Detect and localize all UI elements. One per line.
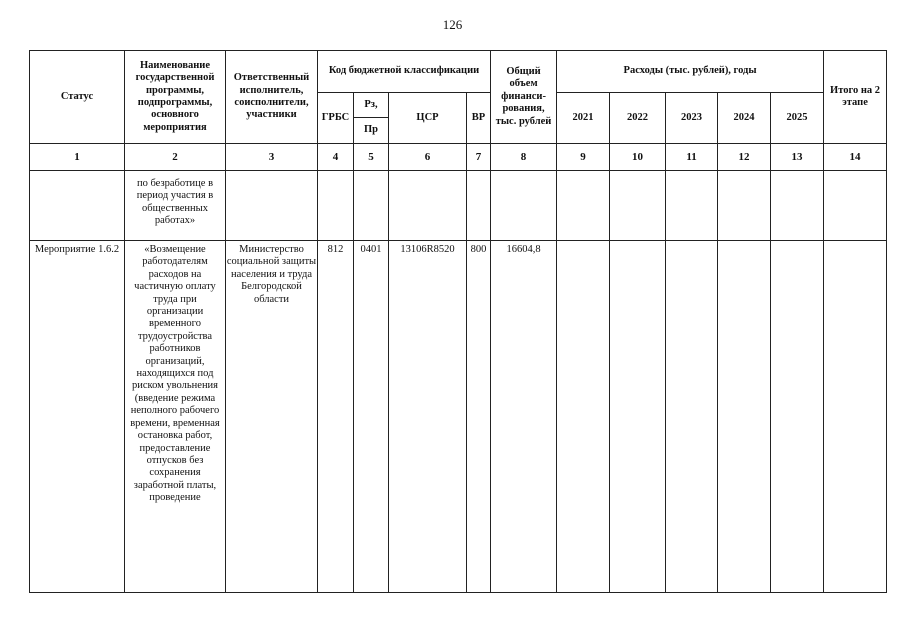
header-status: Статус <box>30 51 125 144</box>
row-rzpr: 0401 <box>354 241 389 593</box>
header-rz: Рз, <box>354 93 389 118</box>
row-csr <box>389 171 467 241</box>
row-responsible: Министерство социальной защиты населения и труда Белгородской области <box>226 241 318 593</box>
row-grbs: 812 <box>318 241 354 593</box>
column-number: 5 <box>354 144 389 171</box>
table-row <box>30 171 887 241</box>
column-number: 10 <box>610 144 666 171</box>
column-number: 6 <box>389 144 467 171</box>
column-number: 2 <box>125 144 226 171</box>
row-name: по безработице в период участия в общественных работах» <box>125 171 226 241</box>
row-year-cell <box>557 241 610 593</box>
row-year-cell <box>718 171 771 241</box>
column-number: 11 <box>666 144 718 171</box>
row-vr <box>467 171 491 241</box>
column-number: 1 <box>30 144 125 171</box>
header-pr: Пр <box>354 118 389 144</box>
column-number: 4 <box>318 144 354 171</box>
header-vr: ВР <box>467 93 491 144</box>
header-csr: ЦСР <box>389 93 467 144</box>
row-year-cell <box>718 241 771 593</box>
header-year-2021: 2021 <box>557 93 610 144</box>
header-grbs: ГРБС <box>318 93 354 144</box>
header-total-volume: Общий объем финанси-рования, тыс. рублей <box>491 51 557 144</box>
header-year-2022: 2022 <box>610 93 666 144</box>
row-year-cell <box>771 171 824 241</box>
row-year-cell <box>666 171 718 241</box>
column-number: 3 <box>226 144 318 171</box>
row-year-cell <box>666 241 718 593</box>
row-year-cell <box>557 171 610 241</box>
column-number: 9 <box>557 144 610 171</box>
row-vr: 800 <box>467 241 491 593</box>
row-status: Мероприятие 1.6.2 <box>30 241 125 593</box>
row-responsible <box>226 171 318 241</box>
column-number: 12 <box>718 144 771 171</box>
page-number: 126 <box>442 17 463 32</box>
row-year-cell <box>610 171 666 241</box>
row-grbs <box>318 171 354 241</box>
header-budget-code: Код бюджетной классификации <box>318 51 491 93</box>
row-total: 16604,8 <box>491 241 557 593</box>
header-expenses: Расходы (тыс. рублей), годы <box>557 51 824 93</box>
column-numbers-row <box>30 144 887 171</box>
column-number: 8 <box>491 144 557 171</box>
header-year-2025: 2025 <box>771 93 824 144</box>
header-year-2023: 2023 <box>666 93 718 144</box>
row-year-cell <box>771 241 824 593</box>
column-number: 13 <box>771 144 824 171</box>
row-total <box>491 171 557 241</box>
row-rzpr <box>354 171 389 241</box>
row-stage-total <box>824 171 887 241</box>
column-number: 14 <box>824 144 887 171</box>
table-row <box>30 241 887 593</box>
column-number: 7 <box>467 144 491 171</box>
row-csr: 13106R8520 <box>389 241 467 593</box>
header-program-name: Наименование государственной программы, подпрограммы, основного мероприятия <box>125 51 226 144</box>
header-responsible: Ответственный исполнитель, соисполнители, участники <box>226 51 318 144</box>
row-status <box>30 171 125 241</box>
header-stage-total: Итого на 2 этапе <box>824 51 887 144</box>
row-name: «Возмещение работодателям расходов на частичную оплату труда при организации временного трудоустройства работников организаций, находящихся под риском увольнения (введение режима неполного рабочего времени, временная остановка работ, предоставление отпусков без сохранения заработной платы, проведение <box>125 241 226 593</box>
row-year-cell <box>610 241 666 593</box>
row-stage-total <box>824 241 887 593</box>
budget-table <box>29 50 887 593</box>
header-year-2024: 2024 <box>718 93 771 144</box>
